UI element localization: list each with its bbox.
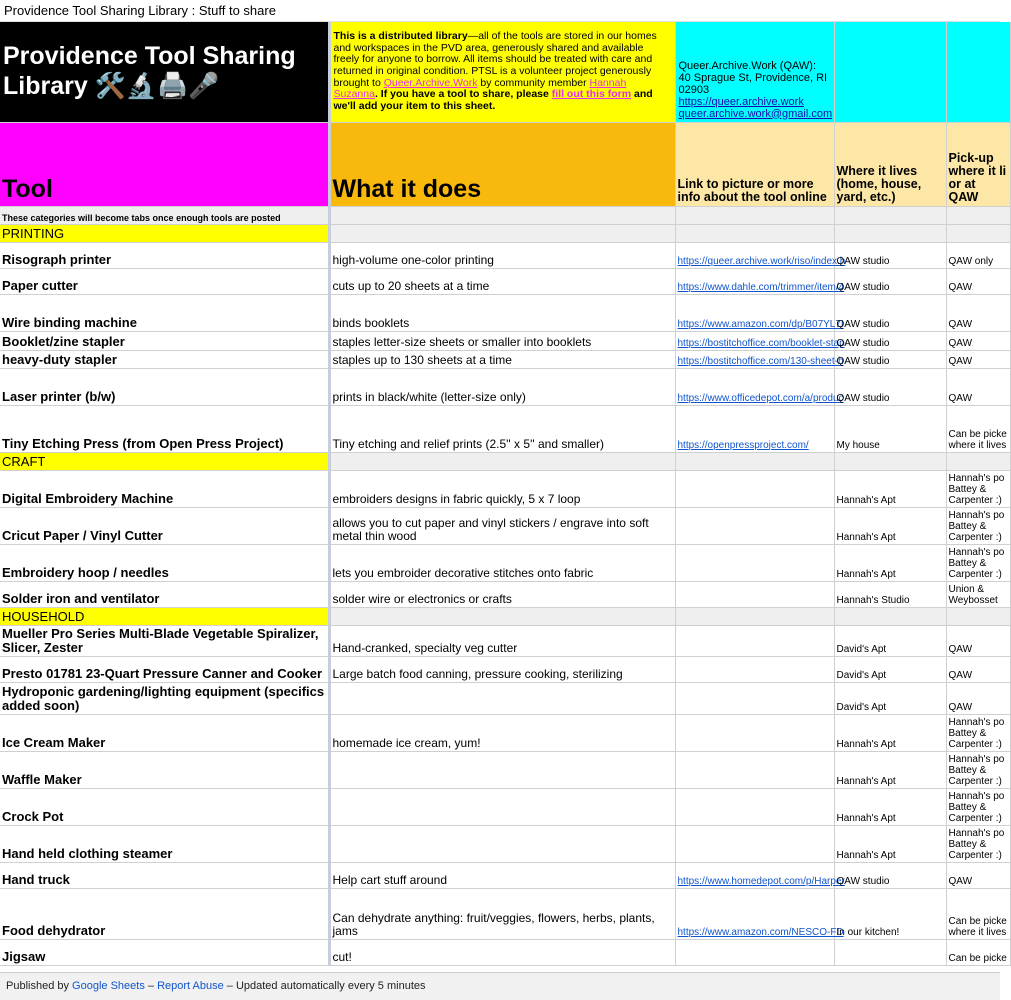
tool-name: Risograph printer [0, 242, 329, 268]
table-row [0, 751, 1010, 788]
tool-link-cell [675, 242, 846, 268]
tool-name: Paper cutter [0, 268, 329, 294]
address-text: Queer.Archive.Work (QAW): 40 Sprague St, Providence, RI 02903 [678, 59, 828, 96]
tool-link-cell [675, 656, 834, 682]
banner-empty [946, 22, 1010, 122]
tool-description [329, 788, 675, 825]
category-row [0, 607, 1010, 625]
tool-link-cell [675, 544, 834, 581]
tool-pickup: QAW [946, 331, 1010, 350]
table-row [0, 682, 1010, 714]
intro-cell [329, 22, 675, 122]
tool-link-cell [675, 331, 845, 350]
tool-description: solder wire or electronics or crafts [329, 581, 675, 607]
tool-location: QAW studio [834, 331, 946, 350]
tool-pickup: QAW [946, 368, 1010, 405]
table-row [0, 825, 1010, 862]
table-row [0, 939, 1010, 965]
table-row [0, 368, 1010, 405]
tool-location: David's Apt [834, 682, 946, 714]
document-title: Providence Tool Sharing Library : Stuff to share [0, 0, 1000, 22]
tool-pickup: QAW only [946, 242, 1010, 268]
header-where: Where it lives (home, house, yard, etc.) [834, 122, 946, 206]
table-row [0, 331, 1010, 350]
tool-pickup: Can be picke where it lives [946, 888, 1010, 939]
tool-link[interactable]: https://www.amazon.com/dp/B07YL7I [677, 318, 844, 330]
tool-description: allows you to cut paper and vinyl stickers / engrave into soft metal thin wood [329, 507, 675, 544]
tool-location: QAW studio [834, 368, 946, 405]
tool-description [329, 682, 675, 714]
tool-location: David's Apt [834, 625, 946, 656]
table-row [0, 507, 1010, 544]
tool-location: Hannah's Apt [834, 788, 946, 825]
address-cell [675, 22, 834, 122]
website-link[interactable]: https://queer.archive.work [678, 95, 804, 108]
intro-end2: and we'll add your item to this sheet. [333, 88, 653, 112]
tool-description [329, 825, 675, 862]
tool-location: David's Apt [834, 656, 946, 682]
tool-pickup: QAW [946, 268, 1010, 294]
tool-location: Hannah's Studio [834, 581, 946, 607]
tool-name: Ice Cream Maker [0, 714, 329, 751]
table-row [0, 862, 1010, 888]
categories-note: These categories will become tabs once enough tools are posted [0, 206, 329, 224]
table-row [0, 581, 1010, 607]
tool-link-cell [675, 751, 834, 788]
table-row [0, 656, 1010, 682]
table-row [0, 788, 1010, 825]
tool-location: QAW studio [834, 294, 946, 331]
tool-pickup: Can be picke where it lives [946, 405, 1010, 452]
tool-link-cell [675, 862, 845, 888]
tool-pickup: Hannah's po Battey & Carpenter :) [946, 825, 1010, 862]
tool-link[interactable]: https://www.homedepot.com/p/Harper [677, 875, 845, 887]
tool-pickup: QAW [946, 294, 1010, 331]
table-row [0, 714, 1010, 751]
tool-description: Can dehydrate anything: fruit/veggies, flowers, herbs, plants, jams [329, 888, 675, 939]
tool-name: Tiny Etching Press (from Open Press Project) [0, 405, 329, 452]
tool-pickup: Hannah's po Battey & Carpenter :) [946, 751, 1010, 788]
tool-pickup: QAW [946, 350, 1010, 368]
tool-description: Large batch food canning, pressure cooking, sterilizing [329, 656, 675, 682]
tool-location: Hannah's Apt [834, 507, 946, 544]
tool-location: In our kitchen! [834, 888, 946, 939]
tool-name: Hand truck [0, 862, 329, 888]
footer-dash: – [144, 980, 158, 992]
intro-mid: by community member [477, 76, 590, 89]
tool-name: Mueller Pro Series Multi-Blade Vegetable Spiralizer, Slicer, Zester [0, 625, 329, 656]
tool-location: Hannah's Apt [834, 751, 946, 788]
table-row [0, 294, 1010, 331]
tool-pickup: QAW [946, 656, 1010, 682]
tool-description: homemade ice cream, yum! [329, 714, 675, 751]
tool-location [834, 939, 946, 965]
tool-pickup: Union & Weybosset [946, 581, 1010, 607]
table-row [0, 888, 1010, 939]
tool-location: Hannah's Apt [834, 825, 946, 862]
spreadsheet-grid[interactable] [0, 22, 1007, 972]
banner-empty [834, 22, 946, 122]
tool-description: Help cart stuff around [329, 862, 675, 888]
header-does: What it does [329, 122, 675, 206]
tool-pickup: Hannah's po Battey & Carpenter :) [946, 544, 1010, 581]
tool-pickup: QAW [946, 625, 1010, 656]
tool-link-cell [675, 714, 834, 751]
tool-name: Presto 01781 23-Quart Pressure Canner and Cooker [0, 656, 329, 682]
tool-link[interactable]: https://www.officedepot.com/a/produc [677, 392, 844, 404]
form-link[interactable]: fill out this form [551, 88, 632, 101]
tool-description: embroiders designs in fabric quickly, 5 x 7 loop [329, 470, 675, 507]
tool-name: Laser printer (b/w) [0, 368, 329, 405]
banner-row [0, 22, 1010, 122]
tool-name: Jigsaw [0, 939, 329, 965]
tool-location: QAW studio [834, 862, 946, 888]
intro-text: —all of the tools are stored in our homes and workspaces in the PVD area, generously shared and available freely for anyone to borrow. All items should be treated with care and returned in original condition. PTSL is a volunteer project generously brought to [333, 30, 657, 89]
published-footer [0, 972, 1000, 1000]
tool-description: lets you embroider decorative stitches onto fabric [329, 544, 675, 581]
tool-description: prints in black/white (letter-size only) [329, 368, 675, 405]
table-row [0, 544, 1010, 581]
category-label: HOUSEHOLD [0, 607, 329, 625]
tool-location: My house [834, 405, 946, 452]
tool-name: Embroidery hoop / needles [0, 544, 329, 581]
tool-name: Cricut Paper / Vinyl Cutter [0, 507, 329, 544]
category-label: PRINTING [0, 224, 329, 242]
table-row [0, 405, 1010, 452]
header-link: Link to picture or more info about the tool online [675, 122, 834, 206]
tool-description: binds booklets [329, 294, 675, 331]
tool-name: Hydroponic gardening/lighting equipment (specifics added soon) [0, 682, 329, 714]
tool-link-cell [675, 788, 834, 825]
tool-name: Crock Pot [0, 788, 329, 825]
report-abuse-link[interactable]: Report Abuse [157, 980, 224, 992]
tool-location: Hannah's Apt [834, 544, 946, 581]
tool-link[interactable]: https://bostitchoffice.com/booklet-stap [677, 337, 845, 349]
published-by-text: Published by [6, 980, 73, 992]
queer-archive-work-link[interactable]: Queer.Archive.Work [383, 76, 478, 89]
category-row [0, 452, 1010, 470]
tool-name: Solder iron and ventilator [0, 581, 329, 607]
tool-link-cell [675, 507, 834, 544]
tool-pickup: Hannah's po Battey & Carpenter :) [946, 714, 1010, 751]
tool-description: Hand-cranked, specialty veg cutter [329, 625, 675, 656]
category-row [0, 224, 1010, 242]
tool-link[interactable]: https://openpressproject.com/ [677, 439, 809, 451]
tool-link-cell [675, 625, 834, 656]
table-row [0, 242, 1010, 268]
tool-link-cell [675, 825, 834, 862]
tool-table [0, 22, 1011, 966]
tool-description: high-volume one-color printing [329, 242, 675, 268]
library-title: Providence Tool Sharing Library 🛠️🔬🖨️🎤 [0, 22, 329, 122]
tool-name: Waffle Maker [0, 751, 329, 788]
tool-description: cuts up to 20 sheets at a time [329, 268, 675, 294]
tool-link-cell [675, 470, 834, 507]
category-label: CRAFT [0, 452, 329, 470]
tool-name: Wire binding machine [0, 294, 329, 331]
header-tool: Tool [0, 122, 329, 206]
tool-link[interactable]: https://www.amazon.com/NESCO-FD [677, 926, 844, 938]
email-link[interactable]: queer.archive.work@gmail.com [678, 107, 833, 120]
hannah-suzanna-link[interactable]: Hannah Suzanna [333, 76, 627, 101]
header-pickup: Pick-up where it li or at QAW [946, 122, 1010, 206]
tool-link[interactable]: https://www.dahle.com/trimmer/item/4 [677, 281, 845, 293]
tool-pickup: QAW [946, 862, 1010, 888]
tool-name: Food dehydrator [0, 888, 329, 939]
tool-link-cell [675, 350, 844, 368]
table-row [0, 470, 1010, 507]
tool-link[interactable]: https://bostitchoffice.com/130-sheet-h [677, 355, 844, 367]
tool-location: Hannah's Apt [834, 470, 946, 507]
tool-link-cell [675, 581, 834, 607]
tool-link-cell [675, 939, 834, 965]
tool-location: Hannah's Apt [834, 714, 946, 751]
tool-location: QAW studio [834, 242, 946, 268]
tool-location: QAW studio [834, 268, 946, 294]
tool-name: Booklet/zine stapler [0, 331, 329, 350]
header-row [0, 122, 1010, 206]
tool-description: Tiny etching and relief prints (2.5'' x 5'' and smaller) [329, 405, 675, 452]
tool-pickup: Hannah's po Battey & Carpenter :) [946, 788, 1010, 825]
tool-pickup: Hannah's po Battey & Carpenter :) [946, 470, 1010, 507]
tool-link-cell [675, 682, 834, 714]
tool-name: Digital Embroidery Machine [0, 470, 329, 507]
tool-pickup: Hannah's po Battey & Carpenter :) [946, 507, 1010, 544]
google-sheets-link[interactable]: Google Sheets [72, 980, 145, 992]
tool-pickup: Can be picke [946, 939, 1010, 965]
intro-bold: This is a distributed library [333, 30, 468, 43]
tool-description: staples letter-size sheets or smaller into booklets [329, 331, 675, 350]
updated-text: Updated automatically every 5 minutes [235, 980, 426, 992]
tool-link[interactable]: https://queer.archive.work/riso/index.h [677, 255, 846, 267]
table-row [0, 268, 1010, 294]
tool-description: staples up to 130 sheets at a time [329, 350, 675, 368]
footer-dash: – [223, 980, 236, 992]
tool-link-cell [675, 268, 845, 294]
note-row [0, 206, 1010, 224]
tool-description: cut! [329, 939, 675, 965]
tool-pickup: QAW [946, 682, 1010, 714]
tool-name: heavy-duty stapler [0, 350, 329, 368]
tool-link-cell [675, 405, 834, 452]
tool-location: QAW studio [834, 350, 946, 368]
tool-link-cell [675, 888, 844, 939]
intro-end1: . If you have a tool to share, please [374, 88, 552, 101]
tool-name: Hand held clothing steamer [0, 825, 329, 862]
table-row [0, 350, 1010, 368]
tool-link-cell [675, 368, 844, 405]
tool-link-cell [675, 294, 844, 331]
table-row [0, 625, 1010, 656]
tool-description [329, 751, 675, 788]
